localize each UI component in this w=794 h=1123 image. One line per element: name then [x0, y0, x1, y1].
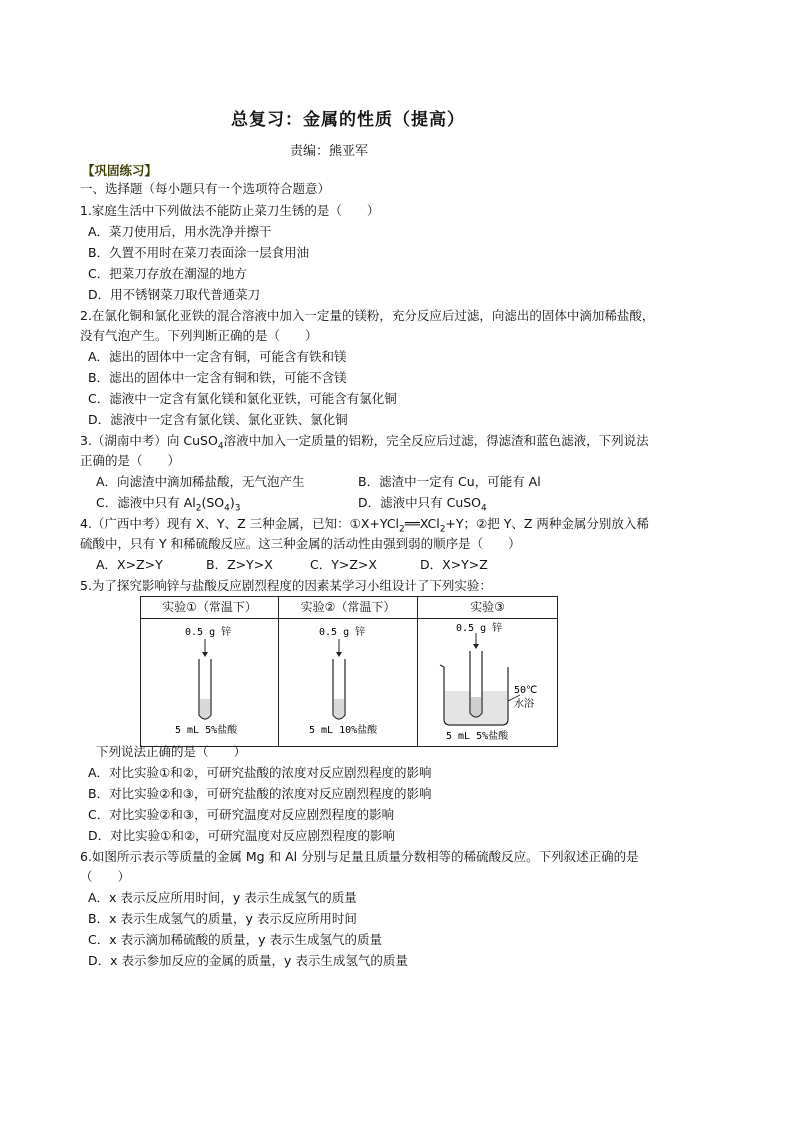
q4-option-c: C．Y>Z>X: [310, 557, 377, 572]
q5-option-a: A．对比实验①和②，可研究盐酸的浓度对反应剧烈程度的影响: [88, 765, 432, 780]
water-bath-diagram: [418, 619, 557, 743]
q1-option-c: C．把菜刀存放在潮湿的地方: [88, 266, 247, 281]
q1-stem: 1.家庭生活中下列做法不能防止菜刀生锈的是（ ）: [80, 203, 380, 218]
q2-option-c: C．滤液中一定含有氯化镁和氯化亚铁，可能含有氯化铜: [88, 391, 397, 406]
experiment-1-figure: [141, 619, 279, 747]
q3-option-b: B．滤渣中一定有 Cu，可能有 Al: [358, 474, 541, 489]
acid-label-2: 5 mL 10%盐酸: [309, 725, 378, 736]
experiment-2-header: 实验②（常温下）: [279, 597, 418, 619]
q3-stem-line2: 正确的是（ ）: [80, 453, 181, 468]
q5-option-c: C．对比实验②和③，可研究温度对反应剧烈程度的影响: [88, 807, 395, 822]
test-tube-diagram-2: [279, 619, 417, 743]
q1-option-b: B．久置不用时在菜刀表面涂一层食用油: [88, 245, 310, 260]
q4-option-d: D．X>Y>Z: [420, 557, 488, 572]
q5-stem: 5.为了探究影响锌与盐酸反应剧烈程度的因素某学习小组设计了下列实验：: [80, 578, 492, 593]
experiment-3-header: 实验③: [418, 597, 558, 619]
q4-stem-line2: 硫酸中，只有 Y 和稀硫酸反应。这三种金属的活动性由强到弱的顺序是（ ）: [80, 536, 521, 551]
q3-stem-line1: 3.（湖南中考）向 CuSO$_4$溶液中加入一定质量的铝粉，完全反应后过滤，得滤渣和蓝色滤液，下列说法: [80, 433, 649, 452]
q2-stem-line1: 2.在氯化铜和氯化亚铁的混合溶液中加入一定量的镁粉，充分反应后过滤，向滤出的固体中滴加稀盐酸，: [80, 308, 655, 323]
q1-option-a: A．菜刀使用后，用水洗净并擦干: [88, 224, 272, 239]
q6-stem-line1: 6.如图所示表示等质量的金属 Mg 和 Al 分别与足量且质量分数相等的稀硫酸反应。下列叙述正确的是: [80, 849, 639, 864]
page-title: 总复习：金属的性质（提高）: [231, 110, 465, 130]
q3-option-a: A．向滤渣中滴加稀盐酸，无气泡产生: [96, 474, 305, 489]
editor-credit: 责编：熊亚军: [290, 144, 369, 159]
q6-stem-line2: （ ）: [80, 869, 131, 884]
q2-stem-line2: 没有气泡产生。下列判断正确的是（ ）: [80, 328, 318, 343]
q4-option-b: B．Z>Y>X: [206, 557, 273, 572]
q2-option-d: D．滤液中一定含有氯化镁、氯化亚铁、氯化铜: [88, 412, 348, 427]
q1-option-d: D．用不锈钢菜刀取代普通菜刀: [88, 287, 261, 302]
q6-option-b: B．x 表示生成氢气的质量，y 表示反应所用时间: [88, 911, 357, 926]
q6-option-d: D．x 表示参加反应的金属的质量，y 表示生成氢气的质量: [88, 953, 408, 968]
zinc-label-2: 0.5 g 锌: [319, 627, 366, 638]
q4-stem-line1: 4.（广西中考）现有 X、Y、Z 三种金属，已知：①X+YCl$_2$══XCl$_2$+Y；②把 Y、Z 两种金属分别放入稀: [80, 516, 649, 535]
q5-option-b: B．对比实验②和③，可研究盐酸的浓度对反应剧烈程度的影响: [88, 786, 432, 801]
experiment-1-header: 实验①（常温下）: [141, 597, 279, 619]
q6-option-c: C．x 表示滴加稀硫酸的质量，y 表示生成氢气的质量: [88, 932, 382, 947]
q6-option-a: A．x 表示反应所用时间，y 表示生成氢气的质量: [88, 890, 357, 905]
acid-label-1: 5 mL 5%盐酸: [175, 725, 238, 736]
zinc-label-1: 0.5 g 锌: [185, 627, 232, 638]
q2-option-a: A．滤出的固体中一定含有铜，可能含有铁和镁: [88, 349, 347, 364]
q2-option-b: B．滤出的固体中一定含有铜和铁，可能不含镁: [88, 370, 347, 385]
q4-option-a: A．X>Z>Y: [96, 557, 163, 572]
acid-label-3: 5 mL 5%盐酸: [446, 731, 509, 742]
experiment-table: [140, 596, 558, 747]
bath-temp-label: 50℃: [514, 685, 538, 696]
q5-option-d: D．对比实验①和②，可研究温度对反应剧烈程度的影响: [88, 828, 396, 843]
q5-question: 下列说法正确的是（ ）: [96, 744, 247, 759]
bath-label: 水浴: [514, 699, 534, 710]
experiment-3-figure: [418, 619, 558, 747]
experiment-2-figure: [279, 619, 418, 747]
section-tag: 【巩固练习】: [82, 163, 158, 178]
part-heading: 一、选择题（每小题只有一个选项符合题意）: [80, 181, 331, 196]
zinc-label-3: 0.5 g 锌: [456, 623, 503, 634]
q3-option-c: C．滤液中只有 $Al_2(SO_4)_3$: [96, 495, 241, 514]
q3-option-d: D．滤液中只有 CuSO$_4$: [358, 495, 487, 514]
test-tube-diagram-1: [141, 619, 278, 743]
